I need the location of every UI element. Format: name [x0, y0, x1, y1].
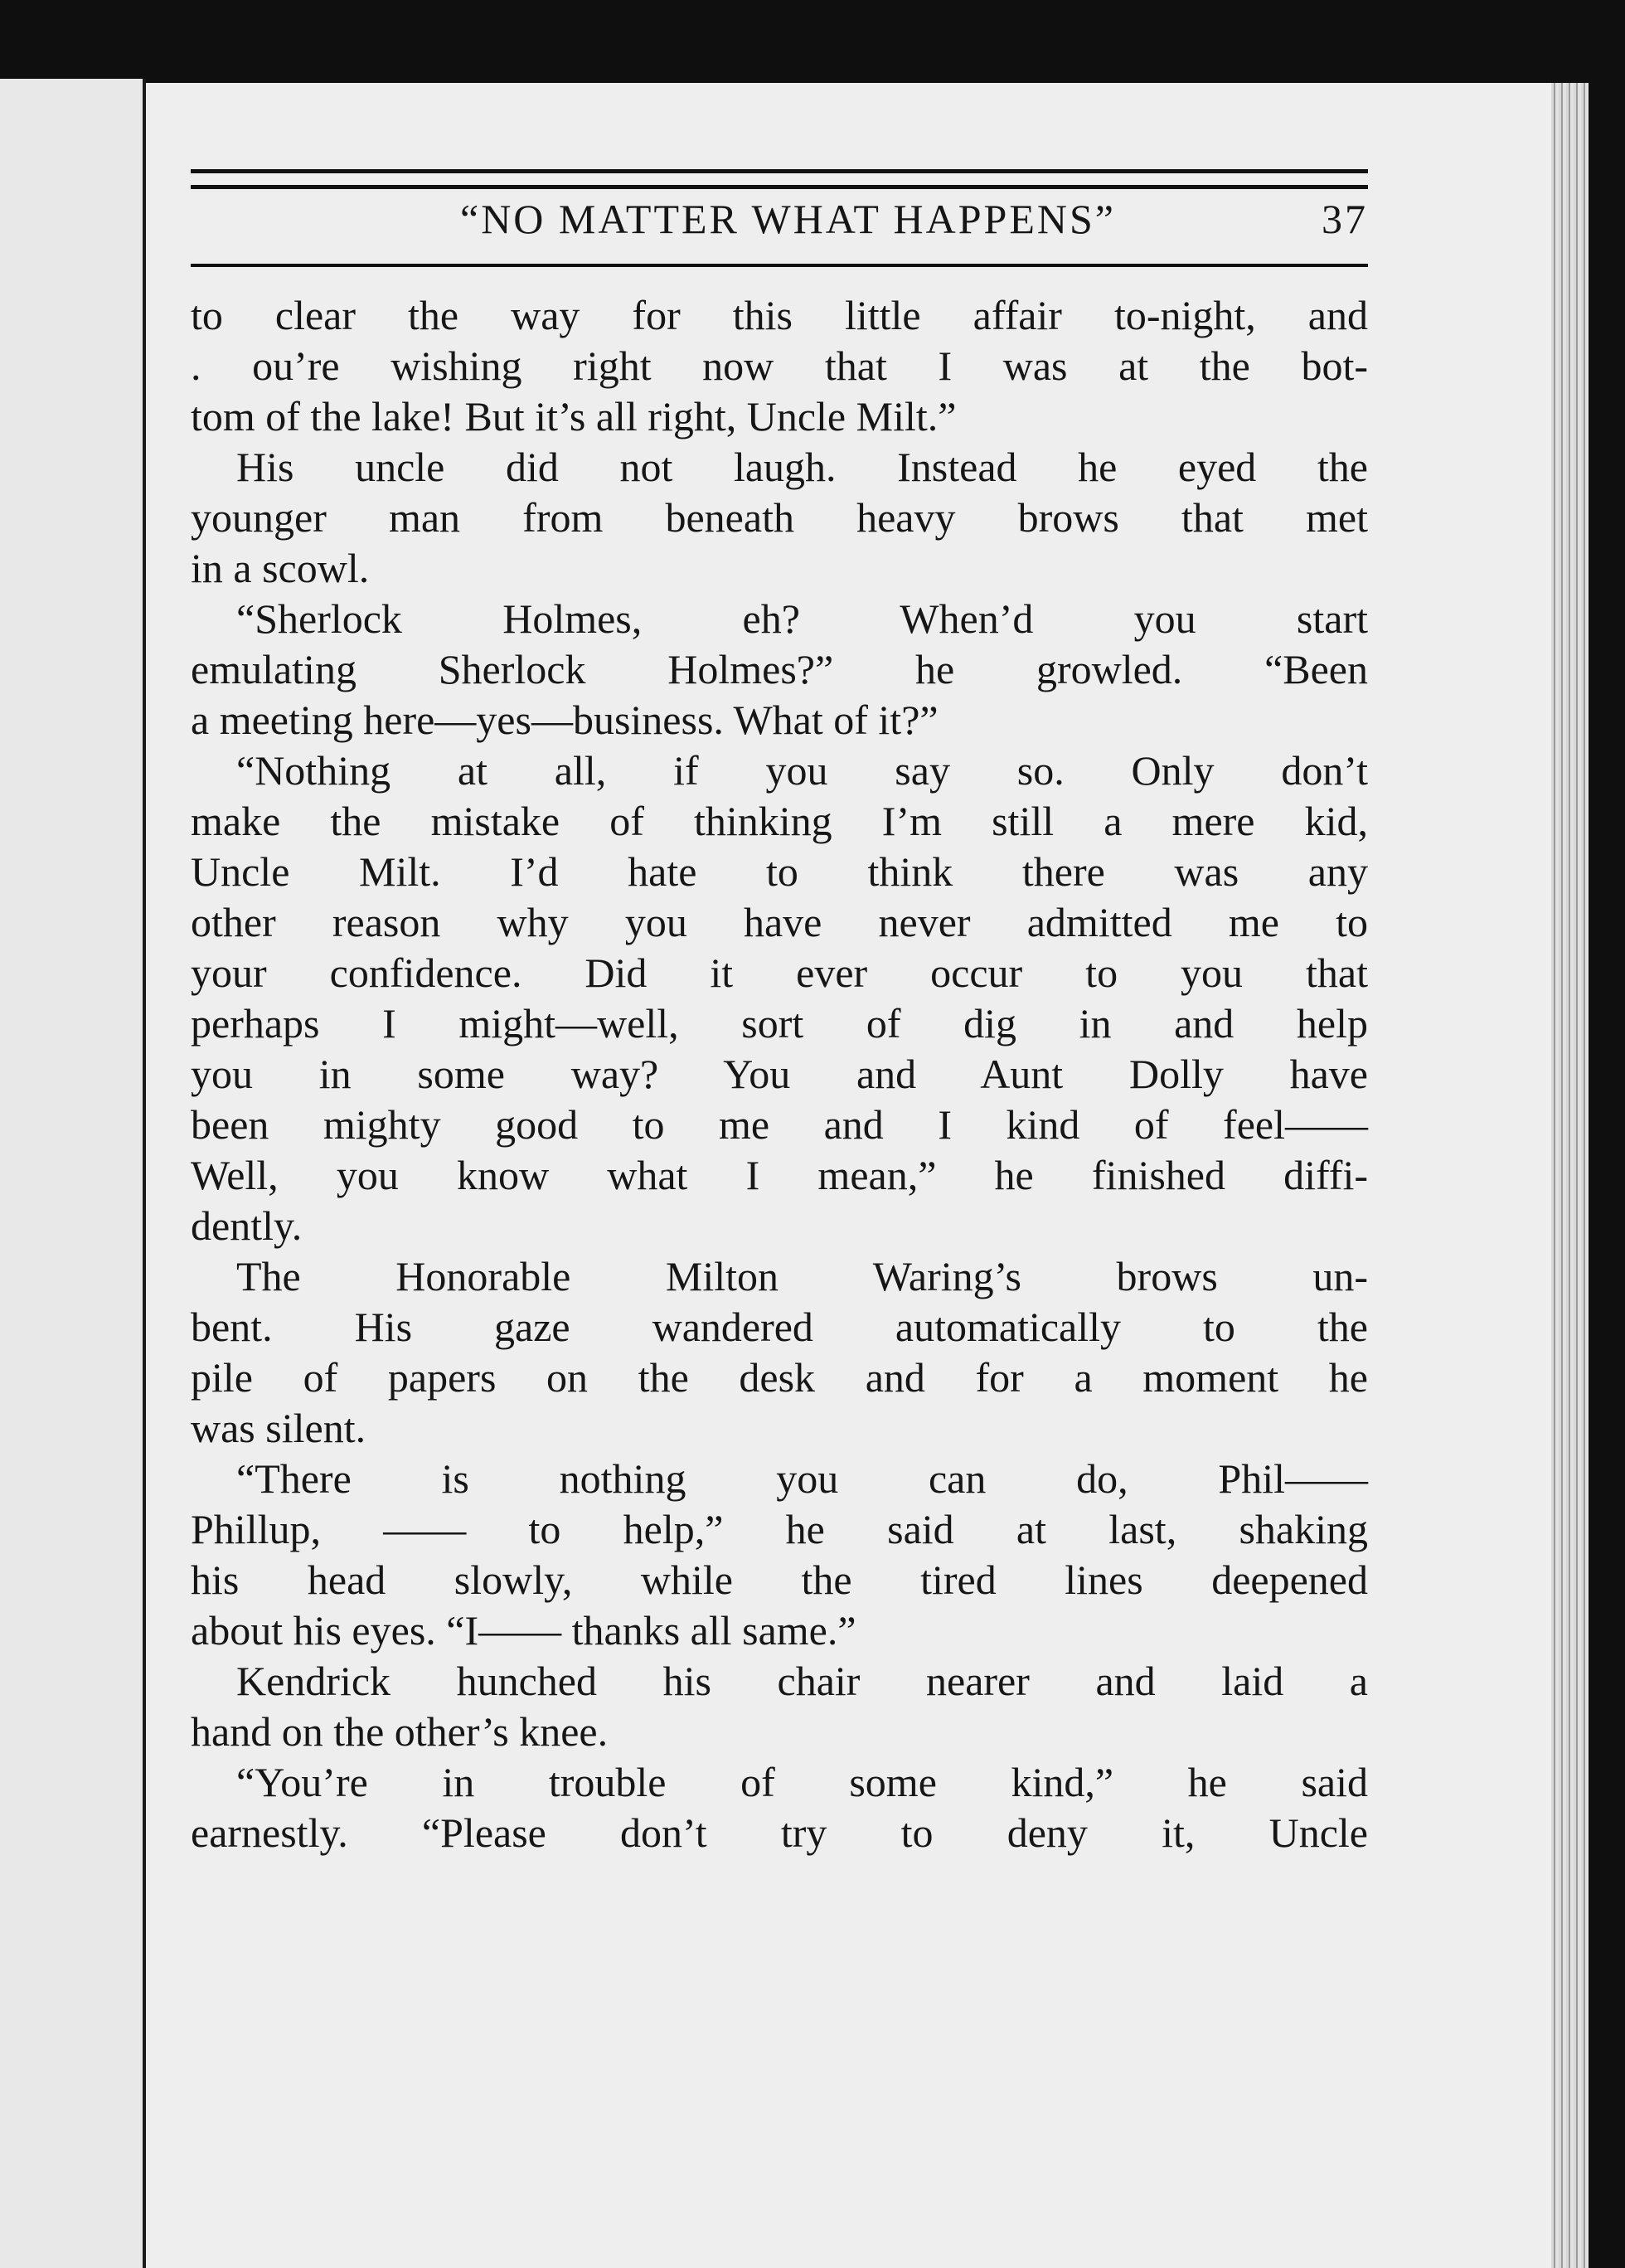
text-line: “There is nothing you can do, Phil—— [236, 1455, 1368, 1502]
text-line: was silent. [191, 1405, 366, 1451]
text-line: “You’re in trouble of some kind,” he said [236, 1759, 1368, 1805]
text-line: . ou’re wishing right now that I was at the bot- [191, 342, 1368, 389]
page-edge-shadow [1551, 83, 1589, 2268]
text-line: pile of papers on the desk and for a moment he [191, 1354, 1368, 1401]
text-line: in a scowl. [191, 545, 370, 591]
text-line: your confidence. Did it ever occur to you that [191, 949, 1368, 996]
text-line: bent. His gaze wandered automatically to the [191, 1304, 1368, 1350]
text-line: perhaps I might—well, sort of dig in and help [191, 1000, 1368, 1047]
text-line: His uncle did not laugh. Instead he eyed the [236, 444, 1368, 490]
text-line: Well, you know what I mean,” he finished diffi- [191, 1152, 1368, 1198]
text-line: Uncle Milt. I’d hate to think there was any [191, 848, 1368, 895]
running-head [191, 195, 1368, 261]
text-line: hand on the other’s knee. [191, 1708, 609, 1755]
text-line: emulating Sherlock Holmes?” he growled. “Been [191, 646, 1368, 692]
text-line: younger man from beneath heavy brows that met [191, 494, 1368, 541]
text-line: The Honorable Milton Waring’s brows un- [236, 1253, 1368, 1299]
text-line: “Nothing at all, if you say so. Only don’t [236, 747, 1368, 794]
page-number: 37 [1322, 196, 1368, 242]
text-line: been mighty good to me and I kind of feel—— [191, 1101, 1368, 1148]
text-line: Kendrick hunched his chair nearer and laid a [236, 1658, 1368, 1704]
running-head-title: “NO MATTER WHAT HAPPENS” [460, 196, 1116, 242]
text-line: about his eyes. “I—— thanks all same.” [191, 1607, 856, 1654]
header-rule [191, 264, 1368, 267]
body-text [191, 290, 1368, 1858]
text-line: tom of the lake! But it’s all right, Uncle Milt.” [191, 393, 957, 440]
text-line: earnestly. “Please don’t try to deny it, Uncle [191, 1809, 1368, 1856]
text-line: “Sherlock Holmes, eh? When’d you start [236, 595, 1368, 642]
header-double-rule [191, 169, 1368, 189]
text-line: you in some way? You and Aunt Dolly have [191, 1051, 1368, 1097]
text-line: his head slowly, while the tired lines deepened [191, 1557, 1368, 1603]
text-line: make the mistake of thinking I’m still a mere kid, [191, 798, 1368, 844]
text-line: a meeting here—yes—business. What of it?” [191, 697, 939, 743]
text-line: Phillup, —— to help,” he said at last, shaking [191, 1506, 1368, 1552]
text-line: dently. [191, 1202, 303, 1249]
facing-page-edge [0, 79, 146, 2268]
text-line: to clear the way for this little affair to-night, and [191, 292, 1368, 338]
text-line: other reason why you have never admitted me to [191, 899, 1368, 945]
